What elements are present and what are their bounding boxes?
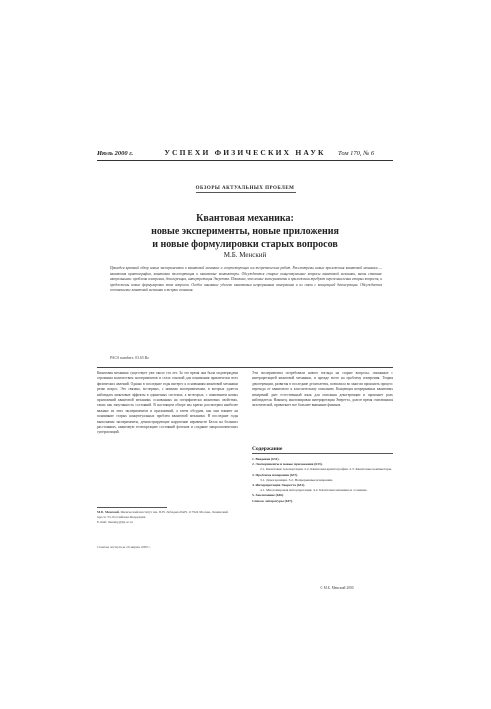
footnote-email[interactable]: E-mail: mensky@lpi.ac.ru (97, 519, 133, 524)
article-title (97, 212, 393, 251)
contents-heading: Содержание (252, 446, 283, 452)
toc-item[interactable]: Список литературы (647). (252, 498, 294, 503)
article-author: М.Б. Менский (223, 251, 267, 259)
journal-title: УСПЕХИ ФИЗИЧЕСКИХ НАУК (164, 148, 326, 157)
table-of-contents (252, 457, 393, 504)
footnote-author: М.Б. Менский. (97, 510, 120, 514)
received-date: Статья поступила 20 марта 2000 г. (97, 545, 151, 549)
volume-number: Том 170, № 6 (338, 150, 375, 157)
toc-item[interactable]: 5. Заключение (646). (252, 493, 285, 498)
toc-item[interactable]: 2. Эксперименты и новые приложения (633). (252, 462, 323, 467)
toc-subitem[interactable]: 2.1. Квантовая телепортация. 2.2. Квантовая криптография. 2.3. Квантовые компьютеры. (260, 467, 393, 472)
toc-subitem[interactable]: 3.1. Декогеренция. 3.2. Непрерывные измерения. (260, 477, 333, 482)
section-rubric: ОБЗОРЫ АКТУАЛЬНЫХ ПРОБЛЕМ (195, 186, 295, 191)
title-line-1: Квантовая механика: (196, 213, 294, 224)
contents-rule (252, 453, 393, 454)
header-rule (97, 160, 393, 161)
copyright-notice: © М.Б. Менский 2000 (320, 586, 354, 590)
abstract-rule (97, 367, 393, 368)
title-line-2: новые эксперименты, новые приложения (151, 226, 339, 237)
footnote-affiliation: Физический институт им. П.Н. Лебедева РАН, 117924 Москва, Ленинский просп. 53, Российская Федерация (97, 510, 228, 519)
toc-item[interactable]: 4. Интерпретация Эверетта (641). (252, 483, 306, 488)
issue-date: Июль 2000 г. (97, 150, 134, 157)
author-footnote (97, 510, 238, 524)
title-line-3: и новые формулировки старых вопросов (152, 239, 338, 250)
toc-subitem[interactable]: 4.1. Многомировая интерпретация. 4.2. Квантовая механика и сознание. (260, 488, 368, 493)
body-column-left: Квантовая механика существует уже около ста лет. За это время она была подтверждена огромным количеством экспериментов и стала основой для понимания практически всех физических явлений. Однако в последние годы интерес к основаниям квантовой механики резко возрос. Это связано, во-первых, с новыми экспериментами, в которых удается наблюдать квантовые эффекты в одиночных системах, а во-вторых, с появлением новых приложений квантовой механики, основанных на специфически квантовых свойствах, таких как запутанность состояний. В настоящем обзоре мы кратко рассмотрим наиболее важные из этих экспериментов и приложений, а затем обсудим, как они влияют на понимание старых концептуальных проблем квантовой механики. В последние годы выполнены эксперименты, демонстрирующие нарушение неравенств Белла на больших расстояниях, квантовую телепортацию состояний фотонов и создание макроскопических суперпозиций. (97, 371, 238, 435)
toc-item[interactable]: 1. Введение (631). (252, 457, 280, 461)
toc-item[interactable]: 3. Проблема измерения (637). (252, 472, 299, 477)
pacs-numbers: PACS numbers: 03.65.Bz (110, 356, 149, 360)
footnote-rule (97, 507, 167, 508)
body-column-right: Эти эксперименты потребовали нового взгляда на старые вопросы, связанные с интерпретацией квантовой механики, и прежде всего на проблему измерения. Теория декогеренции, развитая в последние десятилетия, позволила во многом прояснить процесс перехода от квантового к классическому описанию. Концепция непрерывных квантовых измерений дает естественный язык для описания декогеренции и проясняет роль наблюдателя. Наконец, многомировая интерпретация Эверетта, долгое время считавшаяся экзотической, привлекает все большее внимание физиков. (252, 371, 393, 408)
rubric-underline (196, 192, 296, 193)
abstract: Приведен краткий обзор новых экспериментов в квантовой механике и сопутствующих им теоретических работ. Рассмотрены новые приложения квантовой механики — квантовая криптография, квантовая телепортация и квантовые компьютеры. Обсуждаются старые концептуальные вопросы квантовой механики, вновь ставшие актуальными: проблема измерения, декогеренция, интерпретация Эверетта. Показано, что новые эксперименты и приложения требуют переосмысления старых вопросов, и предложены новые формулировки этих вопросов. Особое внимание уделено квантовым непрерывным измерениям и их связи с концепцией декогеренции. Обсуждается соотношение квантовой механики и теории сознания. (110, 266, 382, 293)
